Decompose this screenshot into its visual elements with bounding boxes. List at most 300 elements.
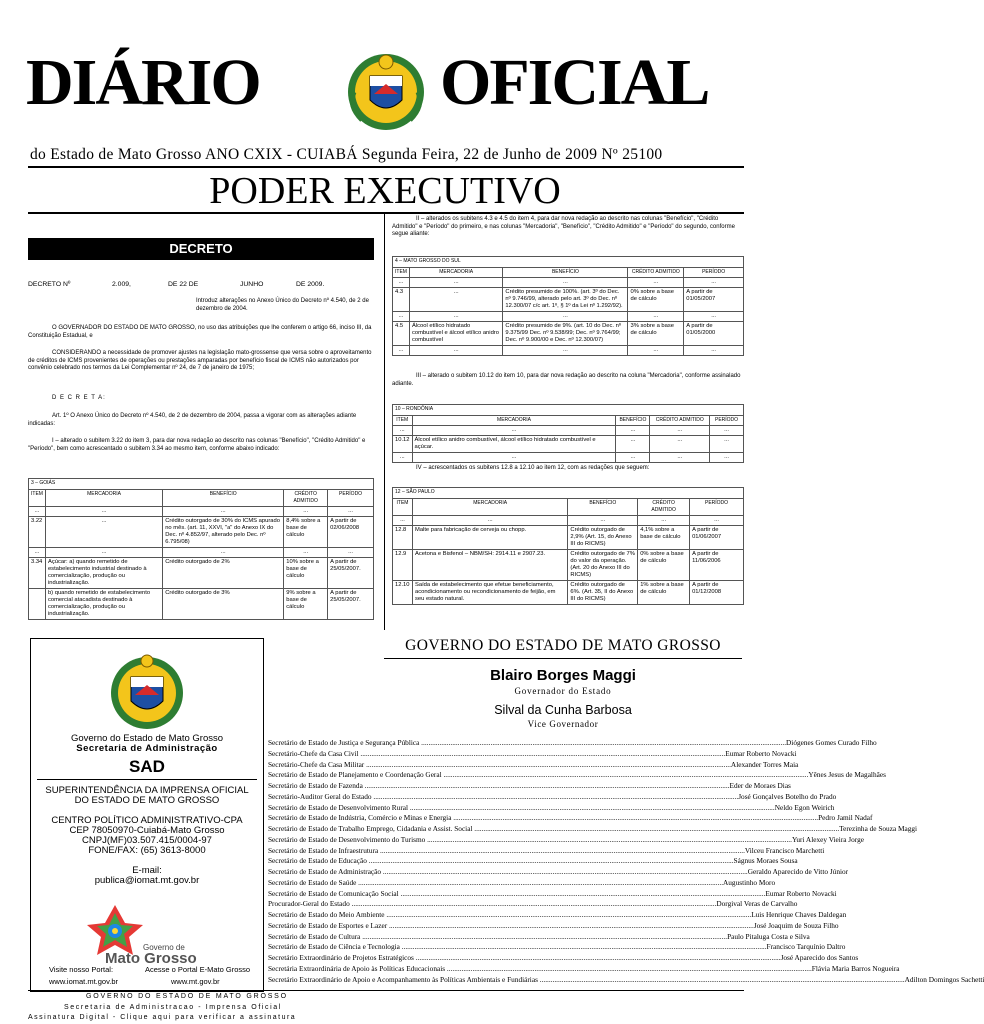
dot-leader: ........................................................................................................................................................................................................: [366, 856, 734, 866]
official-line: [268, 856, 798, 867]
official-role-text: Secretário de Estado de Cultura: [268, 931, 361, 941]
official-line: [268, 748, 797, 760]
official-role: [268, 792, 738, 803]
table-cell: ...: [328, 506, 374, 516]
official-role-text: Secretária Extraordinária de Apoio às Políticas Educacionais: [268, 963, 446, 973]
table-header-cell: CRÉDITO ADMITIDO: [628, 267, 684, 277]
footer-line-1: GOVERNO DO ESTADO DE MATO GROSSO: [86, 993, 288, 1000]
official-name: Neldo Egon Weirich: [774, 802, 835, 812]
dot-leader: ........................................................................................................................................................................................................: [399, 942, 767, 952]
table-header-cell: BENEFÍCIO: [616, 415, 650, 425]
dot-leader: ........................................................................................................................................................................................................: [413, 953, 781, 962]
table-cell: ...: [163, 547, 284, 557]
official-line: [268, 899, 798, 910]
official-role: [268, 921, 754, 932]
dot-leader: ........................................................................................................................................................................................................: [472, 824, 840, 833]
official-role-text: Secretário de Estado de Administração: [268, 867, 382, 876]
table-title: 3 – GOIÁS: [28, 478, 374, 489]
table-header-cell: PERÍODO: [710, 415, 744, 425]
official-role: [268, 749, 725, 760]
divider: [37, 779, 257, 780]
official-role-text: Secretário de Estado de Educação: [268, 856, 367, 866]
official-role: [268, 824, 839, 835]
decree-paragraph: O GOVERNADOR DO ESTADO DE MATO GROSSO, no uso das atribuições que lhe conferem o artigo 66, inciso III, da Constituição Estadual, e: [28, 325, 372, 339]
official-role: [268, 867, 748, 878]
table-cell: 3.22: [29, 516, 46, 547]
dot-leader: ........................................................................................................................................................................................................: [451, 813, 819, 823]
panel-sec-line: Secretaria de Administração: [76, 743, 218, 754]
table-row: [29, 588, 374, 619]
table-cell: ...: [568, 515, 638, 525]
table-cell: ...: [684, 311, 744, 321]
table-cell: ...: [45, 547, 162, 557]
table-cell: A partir de 01/05/2007: [684, 287, 744, 311]
table-cell: ...: [393, 515, 413, 525]
official-role: [268, 856, 734, 867]
dot-leader: ........................................................................................................................................................................................................: [364, 759, 731, 769]
table-cell: A partir de 01/06/2007: [690, 525, 744, 549]
official-name: Pedro Jamil Nadaf: [818, 813, 873, 823]
table-cell: 8,4% sobre a base de cálculo: [284, 516, 328, 547]
panel-phone: FONE/FAX: (65) 3613-8000: [88, 845, 206, 856]
official-role: [268, 975, 905, 986]
official-line: [268, 910, 847, 921]
table-header-cell: CRÉDITO ADMITIDO: [650, 415, 710, 425]
official-name: Vilceu Francisco Marchetti: [744, 845, 825, 855]
official-line: [268, 802, 835, 814]
portal-emt-label: Acesse o Portal E-Mato Grosso: [145, 965, 251, 974]
table-row: [29, 506, 374, 516]
panel-imprensa-1: SUPERINTENDÊNCIA DA IMPRENSA OFICIAL: [45, 785, 249, 796]
official-name: Flávia Maria Barros Nogueira: [811, 963, 900, 973]
official-name: Eumar Roberto Novacki: [725, 748, 797, 758]
official-line: [268, 813, 873, 824]
official-role: [268, 760, 731, 771]
official-role-text: Secretário-Chefe da Casa Civil: [268, 748, 359, 758]
table-row: [393, 435, 744, 452]
table-cell: Crédito outorgado de 2,9% (Art. 15, do Anexo III do RICMS): [568, 525, 638, 549]
table-title: 4 – MATO GROSSO DO SUL: [392, 256, 744, 267]
table-cell: ...: [409, 345, 502, 355]
dot-leader: ........................................................................................................................................................................................................: [398, 888, 766, 898]
table-cell: 4.3: [393, 287, 410, 311]
official-name: Geraldo Aparecido de Vitto Júnior: [747, 867, 849, 876]
table-cell: 3.34: [29, 557, 46, 588]
official-role: [268, 953, 781, 964]
decree-number: 2.009,: [112, 281, 131, 288]
table-header-row: [393, 267, 744, 277]
table-cell: Crédito outorgado de 30% do ICMS apurado no mês. (art. 11, XXVI, "a" do Anexo IX do Dec. nº 4.852/97, alterado pelo Dec. nº 6.795/08): [163, 516, 284, 547]
table-cell: ...: [328, 547, 374, 557]
table-row: [29, 547, 374, 557]
decree-heading: DECRETO: [28, 238, 374, 260]
portal-emt-link[interactable]: www.mt.gov.br: [171, 977, 220, 986]
dot-leader: ........................................................................................................................................................................................................: [408, 802, 775, 812]
imprensa-panel: [30, 638, 264, 992]
table-cell: 1% sobre a base de cálculo: [638, 580, 690, 604]
table-cell: ...: [710, 435, 744, 452]
table-row: [393, 452, 744, 462]
table-cell: ...: [393, 425, 413, 435]
official-role-text: Procurador-Geral do Estado: [268, 899, 350, 909]
table-cell: 12.8: [393, 525, 413, 549]
decree-article: Art. 1º O Anexo Único do Decreto nº 4.540, de 2 de dezembro de 2004, passa a vigorar com as alterações adiante indicadas:: [28, 413, 357, 427]
table-cell: ...: [412, 425, 616, 435]
official-role-text: Secretário de Estado de Fazenda: [268, 781, 363, 790]
table-header-cell: BENEFÍCIO: [568, 498, 638, 515]
official-role-text: Secretário de Estado de Saúde: [268, 877, 357, 887]
dot-leader: ........................................................................................................................................................................................................: [371, 791, 739, 801]
dot-leader: ........................................................................................................................................................................................................: [441, 770, 809, 780]
table-cell: [29, 588, 46, 619]
footer-line-2: Secretaria de Administracao - Imprensa Oficial: [64, 1004, 282, 1011]
table-cell: Crédito outorgado de 6%. (Art. 35, II do Anexo III do RICMS): [568, 580, 638, 604]
official-name: Dorgival Veras de Carvalho: [716, 899, 798, 909]
masthead-title-left: DIÁRIO: [26, 46, 260, 119]
official-role-text: Secretário Extraordinário de Apoio e Acompanhamento às Políticas Ambientais e Fundiárias: [268, 974, 538, 984]
panel-address: CEP 78050970-Cuiabá-Mato Grosso: [69, 825, 225, 836]
table-cell: ...: [503, 345, 628, 355]
table-cell: Açúcar: a) quando remetido de estabelecimento industrial destinado à comercialização, produção ou industrialização.: [45, 557, 162, 588]
decree-item: II – alterados os subitens 4.3 e 4.5 do item 4, para dar nova redação ao descrito nas colunas "Benefício", "Crédito Admitido" e "Período" do primeiro, e nas colunas "Mercadoria", "Benefício", "Crédito Admitido" e "Período" do segundo, conforme segue aliante:: [392, 216, 735, 237]
official-line: [268, 770, 886, 781]
dot-leader: ........................................................................................................................................................................................................: [425, 834, 792, 844]
official-line: [268, 920, 839, 932]
official-role: [268, 964, 812, 975]
table-cell: ...: [393, 277, 410, 287]
table-cell: 0% sobre a base de cálculo: [638, 549, 690, 580]
divider: [28, 212, 744, 214]
table-ro: [392, 404, 744, 463]
table-cell: ...: [412, 452, 616, 462]
table-title: 12 – SÃO PAULO: [392, 487, 744, 498]
table-row: [29, 557, 374, 588]
official-line: [268, 963, 900, 975]
table-cell: ...: [628, 311, 684, 321]
official-name: Eder de Moraes Dias: [729, 781, 791, 790]
official-line: [268, 759, 799, 771]
table-header-row: [393, 498, 744, 515]
table-cell: Crédito outorgado de 2%: [163, 557, 284, 588]
table-header-row: [29, 489, 374, 506]
table-cell: ...: [650, 425, 710, 435]
decree-date-year: DE 2009.: [296, 281, 325, 288]
official-name: Adilton Domingos Sachetti: [904, 974, 984, 984]
table-header-cell: PERÍODO: [684, 267, 744, 277]
table-header-cell: ITEM: [393, 415, 413, 425]
official-role-text: Secretário Extraordinário de Projetos Estratégicos: [268, 953, 414, 962]
table-cell: ...: [616, 425, 650, 435]
governor-role: Governador do Estado: [514, 686, 612, 696]
panel-sad: SAD: [129, 757, 165, 776]
table-cell: ...: [616, 452, 650, 462]
table-row: [393, 525, 744, 549]
table-header-cell: ITEM: [393, 498, 413, 515]
official-name: Alexander Torres Maia: [730, 759, 799, 769]
table-cell: ...: [29, 547, 46, 557]
official-role: [268, 770, 808, 781]
table-row: [29, 516, 374, 547]
official-role: [268, 910, 751, 921]
table-row: [393, 580, 744, 604]
table-cell: A partir de 02/06/2008: [328, 516, 374, 547]
official-line: [268, 791, 837, 803]
table-cell: 4.5: [393, 321, 410, 345]
table-cell: b) quando remetido de estabelecimento comercial atacadista destinado à comercialização, produção ou industrialização.: [45, 588, 162, 619]
official-line: [268, 942, 846, 953]
panel-email-label: E-mail:: [132, 865, 162, 876]
official-line: [268, 953, 859, 964]
dot-leader: ........................................................................................................................................................................................................: [358, 748, 726, 758]
table-cell: ...: [710, 425, 744, 435]
official-role-text: Secretário de Estado do Meio Ambiente: [268, 910, 385, 919]
table-cell: A partir de 01/05/2000: [684, 321, 744, 345]
table-cell: ...: [690, 515, 744, 525]
table-ms: [392, 256, 744, 356]
table-cell: Crédito presumido de 9%. (art. 10 do Dec. nº 9.375/99 Dec. nº 9.538/99; Dec. nº 9.764/99; Dec. nº 9.900/00 e Dec. nº 12.300/07): [503, 321, 628, 345]
table-cell: ...: [284, 506, 328, 516]
official-line: [268, 781, 791, 792]
table-row: [393, 515, 744, 525]
official-role-text: Secretário-Chefe da Casa Militar: [268, 759, 365, 769]
official-name: Luis Henrique Chaves Daldegan: [751, 910, 847, 919]
dot-leader: ........................................................................................................................................................................................................: [445, 963, 812, 973]
table-cell: ...: [45, 516, 162, 547]
official-line: [268, 834, 864, 846]
table-title: 10 – RONDÔNIA: [392, 404, 744, 415]
panel-email[interactable]: publica@iomat.mt.gov.br: [94, 875, 200, 886]
table-goias: [28, 478, 374, 620]
divider: [28, 166, 744, 168]
dot-leader: ........................................................................................................................................................................................................: [387, 920, 754, 930]
official-role-text: Secretário de Estado de Ciência e Tecnologia: [268, 942, 400, 952]
table-header-cell: MERCADORIA: [45, 489, 162, 506]
decree-item: I – alterado o subitem 3.22 do item 3, para dar nova redação ao descrito nas colunas "Benefício", "Crédito Admitido" e "Período", bem como acrescentado o subitem 3.34 ao mesmo item, conforme abaixo indicado:: [28, 438, 366, 452]
table-cell: Crédito outorgado de 3%: [163, 588, 284, 619]
table-cell: ...: [628, 277, 684, 287]
official-role-text: Secretário de Estado de Indústria, Comércio e Minas e Energia: [268, 813, 452, 823]
official-name: José Joaquim de Souza Filho: [753, 920, 839, 930]
official-role: [268, 846, 745, 857]
official-name: Eumar Roberto Novacki: [765, 888, 837, 898]
official-role-text: Secretário de Estado de Desenvolvimento do Turismo: [268, 834, 426, 844]
table-cell: ...: [409, 277, 502, 287]
official-line: [268, 824, 918, 835]
table-cell: A partir de 25/05/2007.: [328, 588, 374, 619]
table-cell: ...: [684, 277, 744, 287]
official-line: [268, 867, 849, 878]
table-cell: Malte para fabricação de cerveja ou chopp.: [412, 525, 567, 549]
state-coat-of-arms-icon: [101, 649, 193, 735]
table-cell: ...: [710, 452, 744, 462]
table-sp-grid: [392, 498, 744, 605]
official-name: Yuri Alexey Vieira Jorge: [791, 834, 864, 844]
table-cell: A partir de 25/05/2007.: [328, 557, 374, 588]
table-cell: ...: [650, 452, 710, 462]
official-role-text: Secretário-Auditor Geral do Estado: [268, 791, 372, 801]
official-role: [268, 813, 818, 824]
official-name: José Gonçalves Botelho do Prado: [738, 791, 837, 801]
vice-governor-role: Vice Governador: [527, 719, 599, 729]
table-cell: 12.9: [393, 549, 413, 580]
official-role-text: Secretário de Estado de Esportes e Lazer: [268, 920, 388, 930]
table-cell: ...: [393, 452, 413, 462]
official-name: Yênes Jesus de Magalhães: [808, 770, 886, 780]
governor-name: Blairo Borges Maggi: [490, 667, 636, 684]
table-header-cell: CRÉDITO ADMITIDO: [638, 498, 690, 515]
official-name: Francisco Tarquínio Daltro: [766, 942, 846, 952]
table-cell: 12.10: [393, 580, 413, 604]
decree-decreta: D E C R E T A:: [52, 395, 106, 401]
official-line: [268, 738, 877, 749]
masthead-subhead: do Estado de Mato Grosso ANO CXIX - CUIABÁ Segunda Feira, 22 de Junho de 2009 Nº 25100: [30, 146, 663, 163]
official-role: [268, 878, 723, 889]
table-cell: 0% sobre a base de cálculo: [628, 287, 684, 311]
decree-item: IV – acrescentados os subitens 12.8 a 12.10 ao item 12, com as redações que seguem:: [416, 465, 650, 471]
table-cell: A partir de 01/12/2008: [690, 580, 744, 604]
official-name: Terezinha de Souza Maggi: [839, 824, 918, 833]
table-cell: ...: [409, 287, 502, 311]
dot-leader: ........................................................................................................................................................................................................: [381, 867, 748, 876]
dot-leader: ........................................................................................................................................................................................................: [419, 738, 787, 747]
dot-leader: ........................................................................................................................................................................................................: [362, 781, 730, 790]
decree-date-day: DE 22 DE: [168, 281, 199, 288]
panel-imprensa-2: DO ESTADO DE MATO GROSSO: [74, 795, 220, 806]
official-line: [268, 888, 837, 900]
dot-leader: ........................................................................................................................................................................................................: [537, 974, 905, 984]
table-row: [393, 277, 744, 287]
official-role: [268, 889, 765, 900]
official-line: [268, 931, 810, 943]
state-coat-of-arms-icon: [340, 46, 432, 138]
official-role-text: Secretário de Estado de Infraestrutura: [268, 845, 379, 855]
government-title: GOVERNO DO ESTADO DE MATO GROSSO: [405, 637, 721, 654]
official-line: [268, 974, 984, 986]
table-cell: ...: [503, 277, 628, 287]
dot-leader: ........................................................................................................................................................................................................: [360, 931, 728, 941]
divider: [384, 658, 742, 659]
footer-signature-link[interactable]: Assinatura Digital - Clique aqui para verificar a assinatura: [28, 1014, 297, 1021]
official-role: [268, 835, 792, 846]
official-role-text: Secretário de Estado de Comunicação Social: [268, 888, 399, 898]
table-cell: 3% sobre a base de cálculo: [628, 321, 684, 345]
table-cell: ...: [684, 345, 744, 355]
official-role: [268, 942, 767, 953]
official-role: [268, 781, 730, 792]
table-cell: ...: [409, 311, 502, 321]
table-row: [393, 311, 744, 321]
dot-leader: ........................................................................................................................................................................................................: [384, 910, 752, 919]
official-name: Paulo Pitaluga Costa e Silva: [727, 931, 810, 941]
table-header-cell: CRÉDITO ADMITIDO: [284, 489, 328, 506]
table-row: [393, 321, 744, 345]
table-goias-grid: [28, 489, 374, 620]
official-role: [268, 738, 786, 749]
table-cell: ...: [393, 345, 410, 355]
column-divider: [384, 212, 385, 630]
table-cell: 4,1% sobre a base de cálculo: [638, 525, 690, 549]
panel-address: CENTRO POLÍTICO ADMINISTRATIVO-CPA: [51, 815, 243, 826]
official-role: [268, 803, 775, 814]
table-cell: ...: [650, 435, 710, 452]
table-cell: Saída de estabelecimento que efetue beneficiamento, acondicionamento ou recondicionamento de feijão, em seu estado natural.: [412, 580, 567, 604]
official-role-text: Secretário de Estado de Desenvolvimento Rural: [268, 802, 409, 812]
table-header-cell: PERÍODO: [328, 489, 374, 506]
table-cell: 9% sobre a base de cálculo: [284, 588, 328, 619]
table-cell: ...: [393, 311, 410, 321]
portal-visit-label: Visite nosso Portal:: [49, 965, 114, 974]
official-name: Diógenes Gomes Curado Filho: [786, 738, 877, 747]
table-row: [393, 549, 744, 580]
official-role: [268, 899, 716, 910]
decree-date-month: JUNHO: [240, 281, 264, 288]
table-cell: ...: [628, 345, 684, 355]
table-ro-grid: [392, 415, 744, 463]
table-row: [393, 345, 744, 355]
decree-paragraph: CONSIDERANDO a necessidade de promover ajustes na legislação mato-grossense que versa sobre o aproveitamento de créditos de ICMS provenientes de operações ou prestações amparadas por benefício fiscal de ICMS não autorizados por convênio celebrado nos termos da Lei Complementar nº 24, de 7 de janeiro de 1975;: [28, 350, 372, 371]
official-role: [268, 932, 727, 943]
table-cell: ...: [45, 506, 162, 516]
table-cell: Crédito presumido de 100%. (art. 3º do Dec. nº 9.746/99, alterado pelo art. 3º do Dec. nº 12.300/07 c/c art. 1º, § 1º da Lei nº 1.292/92).: [503, 287, 628, 311]
logo-big-text: Mato Grosso: [105, 950, 197, 967]
official-name: Ságnus Moraes Sousa: [733, 856, 798, 866]
table-cell: Crédito outorgado de 7% do valor da operação. (Art. 20 do Anexo III do RICMS): [568, 549, 638, 580]
official-name: José Aparecido dos Santos: [780, 953, 859, 962]
table-cell: ...: [163, 506, 284, 516]
divider: [28, 990, 744, 991]
table-cell: Álcool etílico anidro combustível, álcool etílico hidratado combustível e açúcar.: [412, 435, 616, 452]
table-cell: ...: [284, 547, 328, 557]
table-cell: Acetona e Bisfenol – NBM/SH: 2914.11 e 2907.23.: [412, 549, 567, 580]
portal-visit-link[interactable]: www.iomat.mt.gov.br: [49, 977, 119, 986]
table-ms-grid: [392, 267, 744, 356]
table-header-cell: MERCADORIA: [409, 267, 502, 277]
vice-governor-name: Silval da Cunha Barbosa: [494, 703, 632, 717]
official-name: Augustinho Moro: [723, 877, 776, 887]
masthead-title-right: OFICIAL: [440, 46, 709, 119]
table-row: [393, 287, 744, 311]
section-title: PODER EXECUTIVO: [209, 170, 561, 212]
table-cell: Álcool etílico hidratado combustível e álcool etílico anidro combustível: [409, 321, 502, 345]
table-header-row: [393, 415, 744, 425]
official-role-text: Secretário de Estado de Justiça e Segurança Pública: [268, 738, 420, 747]
panel-gov-line: Governo do Estado de Mato Grosso: [70, 733, 224, 744]
table-cell: ...: [503, 311, 628, 321]
table-cell: ...: [638, 515, 690, 525]
table-header-cell: BENEFÍCIO: [163, 489, 284, 506]
dot-leader: ........................................................................................................................................................................................................: [378, 845, 745, 855]
table-cell: ...: [616, 435, 650, 452]
table-header-cell: BENEFÍCIO: [503, 267, 628, 277]
table-header-cell: PERÍODO: [690, 498, 744, 515]
table-header-cell: MERCADORIA: [412, 498, 567, 515]
table-header-cell: ITEM: [29, 489, 46, 506]
panel-cnpj: CNPJ(MF)03.507.415/0004-97: [82, 835, 212, 846]
decree-ementa: Introduz alterações no Anexo Único do Decreto nº 4.540, de 2 de dezembro de 2004.: [196, 298, 369, 312]
table-header-cell: ITEM: [393, 267, 410, 277]
mato-grosso-logo-icon: [85, 901, 145, 957]
official-line: [268, 845, 825, 857]
table-cell: ...: [412, 515, 567, 525]
table-cell: ...: [29, 506, 46, 516]
decree-number-label: DECRETO Nº: [28, 281, 71, 288]
dot-leader: ........................................................................................................................................................................................................: [349, 899, 717, 909]
table-cell: 10.12: [393, 435, 413, 452]
official-role-text: Secretário de Estado de Trabalho Emprego, Cidadania e Assist. Social: [268, 824, 473, 833]
table-sp: [392, 487, 744, 605]
table-cell: 10% sobre a base de cálculo: [284, 557, 328, 588]
table-header-cell: MERCADORIA: [412, 415, 616, 425]
